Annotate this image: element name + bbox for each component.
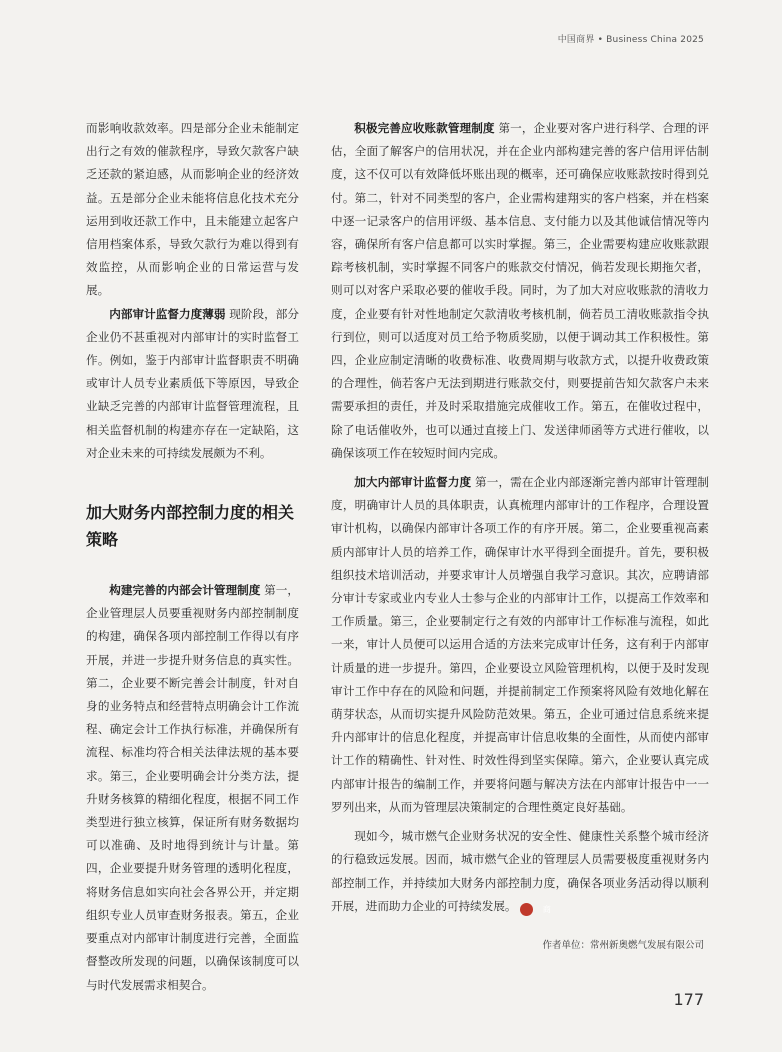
paragraph-body: 第一，企业管理层人员要重视财务内部控制制度的构建，确保各项内部控制工作得以有序开展，并进一步提升财务信息的真实性。第二，企业要不断完善会计制度，针对自身的业务特点和经营特点明确会计工作流程、确定会计工作执行标准，并确保所有流程、标准均符合相关法律法规的基本要求。第三，企业要明确会计分类方法，提升财务核算的精细化程度，根据不同工作类型进行独立核算，保证所有财务数据均可以准确、及时地得到统计与计量。第四，企业要提升财务管理的透明化程度，将财务信息如实向社会各界公开，并定期组织专业人员审查财务报表。第五，企业要重点对内部审计制度进行完善，全面监督整改所发现的问题，以确保该制度可以与时代发展需求相契合。	[86, 583, 299, 992]
paragraph	[86, 579, 299, 997]
paragraph-body: 现如今，城市燃气企业财务状况的安全性、健康性关系整个城市经济的行稳致远发展。因而，城市燃气企业的管理层人员需要极度重视财务内部控制工作，并持续加大财务内部控制力度，确保各项业务活动得以顺利开展，进而助力企业的可持续发展。	[331, 829, 709, 913]
page-number: 177	[673, 990, 704, 1009]
paragraph-lead: 内部审计监督力度薄弱	[109, 306, 226, 321]
author-affiliation: 作者单位：常州新奥燃气发展有限公司	[542, 940, 704, 951]
left-column	[86, 117, 299, 997]
paragraph	[331, 471, 709, 819]
paragraph	[331, 825, 709, 918]
paragraph-lead: 加大内部审计监督力度	[354, 475, 472, 490]
paragraph-lead: 构建完善的内部会计管理制度	[109, 583, 261, 598]
paragraph	[331, 117, 709, 465]
paragraph-lead: 积极完善应收账款管理制度	[354, 121, 495, 135]
end-mark-icon: 商	[520, 903, 533, 916]
paragraph-body: 第一，需在企业内部逐渐完善内部审计管理制度，明确审计人员的具体职责，认真梳理内部审计的工作程序，合理设置审计机构，以确保内部审计各项工作的有序开展。第二，企业要重视高素质内部审计人员的培养工作，确保审计水平得到全面提升。首先，要积极组织技术培训活动，并要求审计人员增强自我学习意识。其次，应聘请部分审计专家或业内专业人士参与企业的内部审计工作，以提高工作效率和工作质量。第三，企业要制定行之有效的内部审计工作标准与流程，如此一来，审计人员便可以运用合适的方法来完成审计任务，这有利于内部审计质量的进一步提升。第四，企业要设立风险管理机构，以便于及时发现审计工作中存在的风险和问题，并提前制定工作预案将风险有效地化解在萌芽状态，从而切实提升风险防范效果。第五，企业可通过信息系统来提升内部审计的信息化程度，并提高审计信息收集的全面性，从而使内部审计工作的精确性、针对性、时效性得到坚实保障。第六，企业要认真完成内部审计报告的编制工作，并要将问题与解决方法在内部审计报告中一一罗列出来，从而为管理层决策制定的合理性奠定良好基础。	[331, 475, 709, 814]
paragraph: 而影响收款效率。四是部分企业未能制定出行之有效的催款程序，导致欠款客户缺乏还款的紧迫感，从而影响企业的经济效益。五是部分企业未能将信息化技术充分运用到收还款工作中，且未能建立起客户信用档案体系，导致欠款行为难以得到有效监控，从而影响企业的日常运营与发展。	[86, 121, 299, 298]
running-header: 中国商界 • Business China 2025	[557, 35, 704, 45]
paragraph	[86, 303, 299, 465]
right-column	[331, 117, 709, 918]
paragraph-body: 第一，企业要对客户进行科学、合理的评估，全面了解客户的信用状况，并在企业内部构建完善的客户信用评估制度，这不仅可以有效降低坏账出现的概率，还可确保应收账款按时得到兑付。第二，针对不同类型的客户，企业需构建翔实的客户档案，并在档案中逐一记录客户的信用评级、基本信息、支付能力以及其他诚信情况等内容，确保所有客户信息都可以实时掌握。第三，企业需要构建应收账款跟踪考核机制，实时掌握不同客户的账款交付情况，倘若发现长期拖欠者，则可以对客户采取必要的催收手段。同时，为了加大对应收账款的清收力度，企业要有针对性地制定欠款清收考核机制，倘若员工清收账款指令执行到位，则可以适度对员工给予物质奖励，以便于调动其工作积极性。第四，企业应制定清晰的收费标准、收费周期与收款方式，以提升收费政策的合理性，倘若客户无法到期进行账款交付，则要提前告知欠款客户未来需要承担的责任，并及时采取措施完成催收工作。第五，在催收过程中，除了电话催收外，也可以通过直接上门、发送律师函等方式进行催收，以确保该项工作在较短时间内完成。	[331, 121, 709, 460]
paragraph-body: 现阶段，部分企业仍不甚重视对内部审计的实时监督工作。例如，鉴于内部审计监督职责不明确或审计人员专业素质低下等原因，导致企业缺乏完善的内部审计监督管理流程，且相关监督机制的构建亦存在一定缺陷，这对企业未来的可持续发展颇为不利。	[86, 306, 299, 460]
section-heading: 加大财务内部控制力度的相关策略	[86, 503, 295, 550]
